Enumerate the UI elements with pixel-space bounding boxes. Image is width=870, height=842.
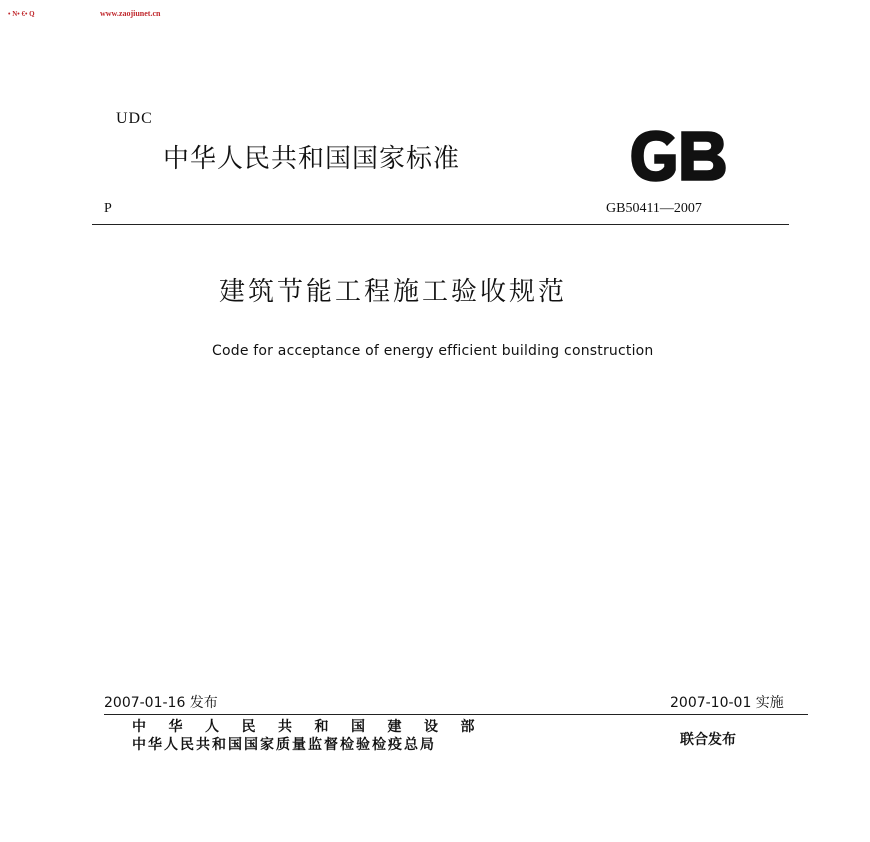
standard-title-en: Code for acceptance of energy efficient building construction	[212, 343, 654, 359]
header-url[interactable]: www.zaojiunet.cn	[100, 9, 161, 18]
gb-logo	[628, 128, 728, 184]
header-divider	[92, 224, 789, 225]
footer-divider	[104, 714, 808, 715]
issue-date: 2007-01-16 发布	[104, 695, 218, 711]
standard-title-cn: 建筑节能工程施工验收规范	[219, 277, 568, 307]
joint-release-label: 联合发布	[680, 732, 736, 748]
header-mark: • N• €• Q	[8, 10, 35, 18]
implementation-date: 2007-10-01 实施	[670, 695, 784, 711]
issuer-ministry: 中华人民共和国建设部	[132, 719, 497, 735]
issuer-aqsiq: 中华人民共和国国家质量监督检验检疫总局	[132, 737, 436, 753]
national-standard-title: 中华人民共和国国家标准	[163, 144, 461, 174]
udc-label: UDC	[116, 110, 153, 127]
classification-code: P	[104, 201, 112, 216]
standard-number: GB50411—2007	[606, 201, 702, 216]
